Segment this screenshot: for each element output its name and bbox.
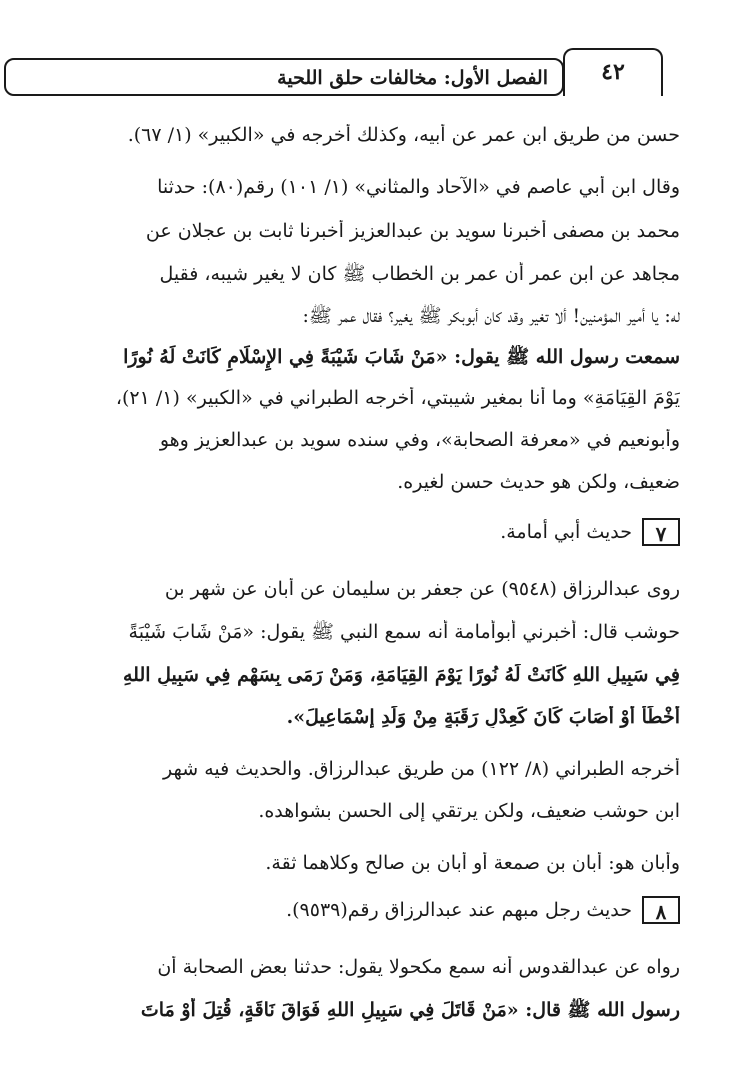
hadith-number-box: ٨ [642,896,680,924]
text-line: يَوْمَ القِيَامَةِ» وما أنا بمغير شيبتي، أخرجه الطبراني في «الكبير» (١/ ٢١)، [115,387,680,409]
hadith-heading-8 [286,896,680,924]
page-number-tab [563,48,663,96]
hadith-heading-text: حديث أبي أمامة. [500,521,632,543]
text-line: أخرجه الطبراني (٨/ ١٢٢) من طريق عبدالرزاق. والحديث فيه شهر [163,758,680,780]
chapter-title: الفصل الأول: مخالفات حلق اللحية [277,67,548,89]
text-line: رسول الله ﷺ قال: «مَنْ قَاتَلَ فِي سَبِيلِ اللهِ فَوَاقَ نَاقَةٍ، قُتِلَ أَوْ مَاتَ [140,999,680,1021]
text-line: حوشب قال: أخبرني أبوأمامة أنه سمع النبي ﷺ يقول: «مَنْ شَابَ شَيْبَةً [128,621,680,643]
text-line: محمد بن مصفى أخبرنا سويد بن عبدالعزيز أخبرنا ثابت بن عجلان عن [145,220,680,242]
text-line: حسن من طريق ابن عمر عن أبيه، وكذلك أخرجه في «الكبير» (١/ ٦٧). [127,124,680,146]
text-line: رواه عن عبدالقدوس أنه سمع مكحولا يقول: حدثنا بعض الصحابة أن [157,956,680,978]
hadith-heading-text: حديث رجل مبهم عند عبدالرزاق رقم(٩٥٣٩). [286,899,632,921]
text-line: فِي سَبِيلِ اللهِ كَانَتْ لَهُ نُورًا يَوْمَ القِيَامَةِ، وَمَنْ رَمَى بِسَهْمٍ فِي سَبِيلِ اللهِ [123,664,680,686]
chapter-header [4,58,564,96]
hadith-heading-7 [500,518,680,546]
text-line: روى عبدالرزاق (٩٥٤٨) عن جعفر بن سليمان عن أبان عن شهر بن [164,578,680,600]
text-line: وأبونعيم في «معرفة الصحابة»، وفي سنده سويد بن عبدالعزيز وهو [159,429,680,451]
text-line: مجاهد عن ابن عمر أن عمر بن الخطاب ﷺ كان لا يغير شيبه، فقيل [159,263,680,285]
hadith-number-box: ٧ [642,518,680,546]
text-line: سمعت رسول الله ﷺ يقول: «مَنْ شَابَ شَيْبَةً فِي الإِسْلَامِ كَانَتْ لَهُ نُورًا [123,346,680,368]
page-number: ٤٢ [601,59,625,85]
text-line: ضعيف، ولكن هو حديث حسن لغيره. [397,471,680,493]
text-line: ابن حوشب ضعيف، ولكن يرتقي إلى الحسن بشواهده. [258,800,680,822]
text-line: أَخْطَأَ أَوْ أَصَابَ كَانَ كَعِدْلِ رَقَبَةٍ مِنْ وَلَدِ إِسْمَاعِيلَ». [286,706,680,728]
text-line: وأبان هو: أبان بن صمعة أو أبان بن صالح وكلاهما ثقة. [265,852,680,874]
text-line: وقال ابن أبي عاصم في «الآحاد والمثاني» (١/ ١٠١) رقم(٨٠): حدثنا [157,176,680,198]
text-line: له: يا أمير المؤمنين! ألا تغير وقد كان أبوبكر ﷺ يغير؟ فقال عمر ﷺ: [302,305,680,327]
